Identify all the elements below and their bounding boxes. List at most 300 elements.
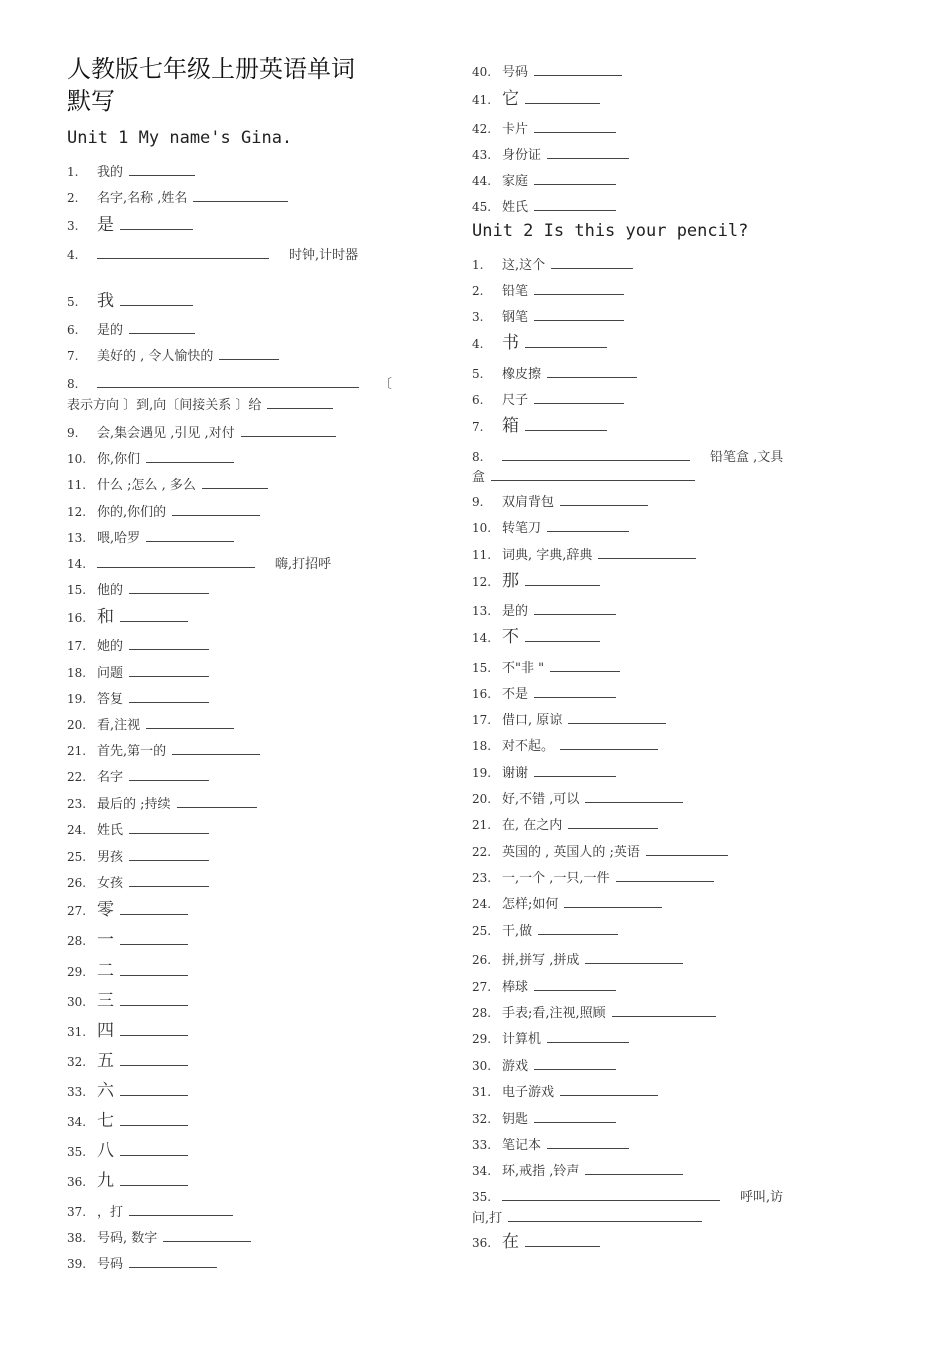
item-number: 11. [67,478,87,492]
answer-blank[interactable] [568,711,666,724]
answer-blank[interactable] [120,963,188,976]
item-number: 25. [67,850,87,864]
item-number: 26. [67,876,87,890]
chinese-prompt-tail: 时钟,计时器 [289,248,359,263]
list-item [67,189,288,208]
item-number: 29. [472,1032,492,1046]
answer-blank[interactable] [129,848,209,861]
chinese-prompt: 三 [97,991,114,1011]
answer-blank[interactable] [568,816,658,829]
chinese-prompt: 书 [502,333,519,353]
item-number: 19. [67,692,87,706]
answer-blank[interactable] [646,843,728,856]
chinese-prompt: 不 [502,627,519,647]
item-number: 31. [472,1085,492,1099]
chinese-prompt: 号码, 数字 [97,1231,158,1246]
chinese-prompt: 名字 [97,770,124,785]
answer-blank[interactable] [534,172,616,185]
list-item [67,555,331,574]
chinese-prompt: 问题 [97,666,124,681]
chinese-prompt: 一 [97,930,114,950]
item-number: 17. [67,639,87,653]
item-number: 32. [472,1112,492,1126]
answer-blank[interactable] [534,308,624,321]
answer-blank[interactable] [534,63,622,76]
list-item [67,1203,233,1222]
chinese-prompt: 号码 [502,65,529,80]
list-item [67,450,234,469]
unit2-heading: Unit 2 Is this your pencil? [472,221,749,241]
item-number: 3. [472,310,484,324]
answer-blank[interactable] [120,1173,188,1186]
answer-blank[interactable] [219,347,279,360]
list-item [67,163,195,182]
list-item [472,365,637,384]
answer-blank[interactable] [120,609,188,622]
item-number: 33. [67,1085,87,1099]
item-number: 2. [67,191,79,205]
item-number: 24. [67,823,87,837]
item-number: 27. [472,980,492,994]
chinese-prompt: 钢笔 [502,310,529,325]
chinese-prompt: 盒 [472,470,486,485]
answer-blank[interactable] [97,375,359,388]
list-item [472,1057,616,1076]
list-item [67,216,193,236]
answer-blank[interactable] [120,1053,188,1066]
list-item [472,685,616,704]
answer-blank[interactable] [202,476,268,489]
answer-blank[interactable] [534,1110,616,1123]
item-number: 12. [67,505,87,519]
answer-blank[interactable] [241,424,336,437]
answer-blank[interactable] [129,1255,217,1268]
item-number: 13. [472,604,492,618]
list-item [472,659,620,678]
answer-blank[interactable] [534,282,624,295]
item-number: 34. [67,1115,87,1129]
list-item [472,1136,629,1155]
answer-blank[interactable] [129,1203,233,1216]
list-item [67,795,257,814]
item-number: 9. [67,426,79,440]
list-item [472,978,616,997]
answer-blank[interactable] [538,922,618,935]
item-number: 36. [472,1236,492,1250]
list-item [67,931,188,951]
chinese-prompt: 环,戒指 ,铃声 [502,1164,580,1179]
chinese-prompt: 什么 ;怎么 , 多么 [97,478,196,493]
item-number: 8. [472,450,484,464]
list-item [67,1082,188,1102]
list-item [67,1229,251,1248]
chinese-prompt: 你,你们 [97,452,141,467]
item-number: 21. [67,744,87,758]
list-item [472,1233,600,1253]
list-item [67,476,268,495]
list-item [472,63,622,82]
answer-blank[interactable] [525,335,607,348]
list-item [472,90,600,110]
page-title: 人教版七年级上册英语单词 [67,55,355,83]
answer-blank[interactable] [120,293,193,306]
chinese-prompt-tail: 呼叫,访 [740,1190,784,1205]
list-item [67,424,336,443]
item-number: 24. [472,897,492,911]
chinese-prompt: 谢谢 [502,766,529,781]
list-item [472,922,618,941]
chinese-prompt: 它 [502,89,519,109]
item-number: 12. [472,575,492,589]
answer-blank[interactable] [502,1188,720,1201]
answer-blank[interactable] [146,450,234,463]
item-number: 15. [67,583,87,597]
list-item [472,417,607,437]
item-number: 43. [472,148,492,162]
item-number: 4. [67,248,79,262]
chinese-prompt: 那 [502,571,519,591]
item-number: 23. [67,797,87,811]
item-number: 35. [472,1190,492,1204]
answer-blank[interactable] [120,217,193,230]
chinese-prompt: 不是 [502,687,529,702]
list-item [67,608,188,628]
item-number: 18. [67,666,87,680]
chinese-prompt: 家庭 [502,174,529,189]
item-number: 6. [67,323,79,337]
answer-blank[interactable] [129,821,209,834]
chinese-prompt: 最后的 ;持续 [97,797,171,812]
chinese-prompt: 计算机 [502,1032,542,1047]
list-item [472,256,633,275]
list-item [472,1162,683,1181]
chinese-prompt: 是的 [502,604,529,619]
item-number: 34. [472,1164,492,1178]
chinese-prompt: 手表;看,注视,照顾 [502,1006,606,1021]
list-item [67,768,209,787]
item-number: 22. [67,770,87,784]
list-item [472,146,629,165]
list-item [472,1004,716,1023]
chinese-prompt: 铅笔 [502,284,529,299]
chinese-prompt: 表示方向 〕到,向〔间接关系 〕给 [67,398,262,413]
answer-blank[interactable] [560,493,648,506]
chinese-prompt: 电子游戏 [502,1085,555,1100]
list-item [67,1112,188,1132]
item-number: 23. [472,871,492,885]
chinese-prompt: 怎样;如何 [502,897,559,912]
chinese-prompt: 干,做 [502,924,533,939]
chinese-prompt: 和 [97,607,114,627]
answer-blank[interactable] [534,764,616,777]
answer-blank[interactable] [129,321,195,334]
item-number: 25. [472,924,492,938]
answer-blank[interactable] [525,1234,600,1247]
chinese-prompt: 棒球 [502,980,529,995]
answer-blank[interactable] [598,546,696,559]
answer-blank[interactable] [120,1083,188,1096]
chinese-prompt: 四 [97,1021,114,1041]
answer-blank[interactable] [146,529,234,542]
chinese-prompt: 答复 [97,692,124,707]
chinese-prompt: 我的 [97,165,124,180]
answer-blank[interactable] [172,742,260,755]
answer-blank[interactable] [534,198,616,211]
chinese-prompt: 箱 [502,416,519,436]
item-number: 32. [67,1055,87,1069]
item-number: 41. [472,93,492,107]
list-item [67,664,209,683]
answer-blank[interactable] [547,146,629,159]
answer-blank[interactable] [177,795,257,808]
item-number: 3. [67,219,79,233]
list-item [472,334,607,354]
answer-blank[interactable] [193,189,288,202]
answer-blank[interactable] [129,768,209,781]
item-number: 10. [67,452,87,466]
list-item [472,308,624,327]
answer-blank[interactable] [120,1113,188,1126]
list-item [472,1209,702,1228]
item-number: 7. [472,420,484,434]
list-item [472,282,624,301]
list-item [67,962,188,982]
answer-blank[interactable] [547,1030,629,1043]
item-number: 27. [67,904,87,918]
chinese-prompt: 在, 在之内 [502,818,563,833]
list-item [67,1172,188,1192]
item-number: 30. [67,995,87,1009]
answer-blank[interactable] [129,874,209,887]
chinese-prompt: 橡皮擦 [502,367,542,382]
answer-blank[interactable] [172,503,260,516]
list-item [472,391,624,410]
list-item [472,198,616,217]
list-item [67,581,209,600]
answer-blank[interactable] [120,993,188,1006]
item-number: 1. [472,258,484,272]
answer-blank[interactable] [146,716,234,729]
answer-blank[interactable] [525,91,600,104]
list-item [472,120,616,139]
item-number: 6. [472,393,484,407]
answer-blank[interactable] [129,581,209,594]
list-item [472,1110,616,1129]
item-number: 30. [472,1059,492,1073]
chinese-prompt: 英国的 , 英国人的 ;英语 [502,845,640,860]
list-item [472,1030,629,1049]
chinese-prompt: ，打 [97,1205,124,1220]
list-item [472,1083,658,1102]
chinese-prompt: 姓氏 [97,823,124,838]
list-item [472,468,695,487]
chinese-prompt: 卡片 [502,122,529,137]
answer-blank[interactable] [120,1143,188,1156]
chinese-prompt: 双肩背包 [502,495,555,510]
list-item [472,764,616,783]
list-item [472,628,600,648]
answer-blank[interactable] [508,1209,702,1222]
answer-blank[interactable] [163,1229,251,1242]
item-number: 40. [472,65,492,79]
answer-blank[interactable] [525,573,600,586]
answer-blank[interactable] [491,468,695,481]
list-item [67,529,234,548]
item-number: 19. [472,766,492,780]
chinese-prompt-tail: 铅笔盒 ,文具 [710,450,784,465]
answer-blank[interactable] [547,1136,629,1149]
chinese-prompt: 美好的 , 令人愉快的 [97,349,214,364]
item-number: 39. [67,1257,87,1271]
answer-blank[interactable] [97,555,255,568]
item-number: 5. [67,295,79,309]
chinese-prompt: 身份证 [502,148,542,163]
answer-blank[interactable] [120,932,188,945]
answer-blank[interactable] [560,737,658,750]
answer-blank[interactable] [616,869,714,882]
item-number: 31. [67,1025,87,1039]
chinese-prompt: 首先,第一的 [97,744,167,759]
item-number: 44. [472,174,492,188]
chinese-prompt-tail: 〔 [379,377,393,392]
list-item [67,503,260,522]
chinese-prompt: 你的,你们的 [97,505,167,520]
answer-blank[interactable] [534,1057,616,1070]
chinese-prompt: 五 [97,1051,114,1071]
item-number: 17. [472,713,492,727]
list-item [67,874,209,893]
answer-blank[interactable] [525,629,600,642]
answer-blank[interactable] [534,602,616,615]
list-item [67,347,279,366]
chinese-prompt: 我 [97,291,114,311]
answer-blank[interactable] [534,978,616,991]
item-number: 4. [472,337,484,351]
answer-blank[interactable] [585,1162,683,1175]
list-item [67,292,193,312]
chinese-prompt: 这,这个 [502,258,546,273]
list-item [67,848,209,867]
answer-blank[interactable] [120,902,188,915]
list-item [67,1052,188,1072]
chinese-prompt-tail: 嗨,打招呼 [275,557,332,572]
chinese-prompt: 转笔刀 [502,521,542,536]
item-number: 15. [472,661,492,675]
list-item [472,172,616,191]
page-title-line2: 默写 [67,87,115,115]
item-number: 29. [67,965,87,979]
item-number: 42. [472,122,492,136]
item-number: 5. [472,367,484,381]
answer-blank[interactable] [129,163,195,176]
list-item [67,901,188,921]
list-item [67,690,209,709]
answer-blank[interactable] [550,659,620,672]
item-number: 33. [472,1138,492,1152]
list-item [472,869,714,888]
answer-blank[interactable] [97,246,269,259]
list-item [67,821,209,840]
answer-blank[interactable] [120,1023,188,1036]
item-number: 38. [67,1231,87,1245]
answer-blank[interactable] [560,1083,658,1096]
chinese-prompt: 他的 [97,583,124,598]
item-number: 35. [67,1145,87,1159]
chinese-prompt: 七 [97,1111,114,1131]
answer-blank[interactable] [547,365,637,378]
answer-blank[interactable] [129,690,209,703]
unit1-heading: Unit 1 My name's Gina. [67,128,293,148]
answer-blank[interactable] [267,396,333,409]
item-number: 7. [67,349,79,363]
answer-blank[interactable] [534,391,624,404]
chinese-prompt: 姓氏 [502,200,529,215]
chinese-prompt: 她的 [97,639,124,654]
chinese-prompt: 尺子 [502,393,529,408]
item-number: 10. [472,521,492,535]
list-item [67,637,209,656]
chinese-prompt: 借口, 原谅 [502,713,563,728]
list-item [472,737,658,756]
answer-blank[interactable] [612,1004,716,1017]
answer-blank[interactable] [534,120,616,133]
chinese-prompt: 看,注视 [97,718,141,733]
list-item [472,711,666,730]
chinese-prompt: 词典, 字典,辞典 [502,548,593,563]
chinese-prompt: 在 [502,1232,519,1252]
list-item [67,246,358,265]
list-item [67,1022,188,1042]
answer-blank[interactable] [585,951,683,964]
chinese-prompt: 男孩 [97,850,124,865]
item-number: 36. [67,1175,87,1189]
answer-blank[interactable] [534,685,616,698]
item-number: 11. [472,548,492,562]
chinese-prompt: 是的 [97,323,124,338]
item-number: 9. [472,495,484,509]
list-item [472,895,662,914]
chinese-prompt: 游戏 [502,1059,529,1074]
item-number: 45. [472,200,492,214]
chinese-prompt: 对不起。 [502,739,555,754]
chinese-prompt: 钥匙 [502,1112,529,1127]
list-item [472,602,616,621]
list-item [67,992,188,1012]
chinese-prompt: 零 [97,900,114,920]
answer-blank[interactable] [129,664,209,677]
chinese-prompt: 六 [97,1081,114,1101]
answer-blank[interactable] [129,637,209,650]
answer-blank[interactable] [564,895,662,908]
list-item [67,716,234,735]
answer-blank[interactable] [585,790,683,803]
chinese-prompt: 会,集会遇见 ,引见 ,对付 [97,426,235,441]
chinese-prompt: 八 [97,1141,114,1161]
list-item [67,321,195,340]
answer-blank[interactable] [525,418,607,431]
item-number: 14. [472,631,492,645]
answer-blank[interactable] [551,256,633,269]
list-item [472,519,629,538]
answer-blank[interactable] [547,519,629,532]
list-item [472,843,728,862]
list-item [67,742,260,761]
chinese-prompt: 喂,哈罗 [97,531,141,546]
item-number: 21. [472,818,492,832]
chinese-prompt: 二 [97,961,114,981]
item-number: 28. [472,1006,492,1020]
answer-blank[interactable] [502,448,690,461]
